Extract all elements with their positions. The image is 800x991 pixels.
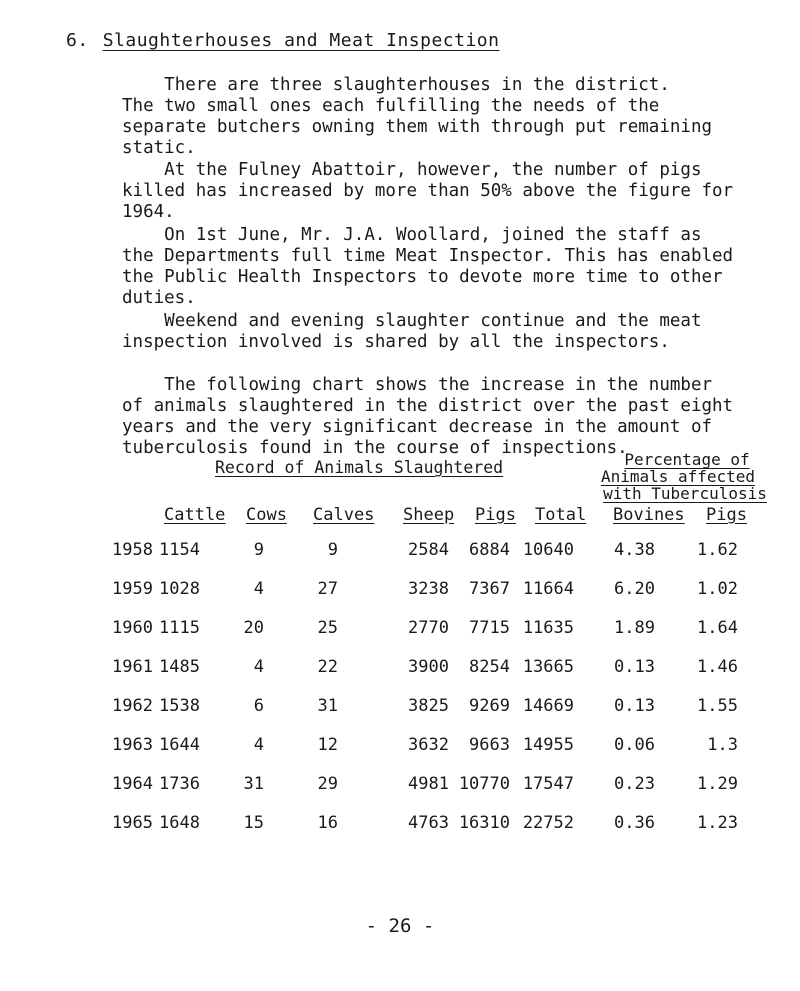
column-header-sheep: Sheep bbox=[403, 505, 455, 525]
cell-tb-pigs: 1.02 bbox=[697, 579, 738, 599]
paragraph-chart-intro: The following chart shows the increase in the number of animals slaughtered in the district over the past eight years and the very significant decrease in the amount of tuberculosis found in the course of inspections. bbox=[122, 375, 734, 458]
cell-calves: 9 bbox=[327, 540, 338, 560]
cell-tb-pigs: 1.64 bbox=[697, 618, 738, 638]
cell-bovines: 4.38 bbox=[614, 540, 655, 560]
cell-cows: 31 bbox=[243, 774, 264, 794]
cell-total: 17547 bbox=[522, 774, 574, 794]
cell-cows: 6 bbox=[253, 696, 264, 716]
group-header-percentage-line2: Animals affected bbox=[600, 467, 756, 486]
cell-cattle: 1028 bbox=[159, 579, 200, 599]
column-header-total: Total bbox=[535, 505, 587, 525]
cell-sheep: 2770 bbox=[408, 618, 449, 638]
paragraph-slaughterhouses: There are three slaughterhouses in the district. The two small ones each fulfilling the needs of the separate butchers owning them with through put remaining static. bbox=[122, 75, 713, 158]
section-heading bbox=[66, 30, 499, 51]
cell-cattle: 1485 bbox=[159, 657, 200, 677]
column-header-bovines: Bovines bbox=[613, 505, 685, 525]
cell-total: 22752 bbox=[522, 813, 574, 833]
paragraph-weekend-slaughter: Weekend and evening slaughter continue and the meat inspection involved is shared by all the inspectors. bbox=[122, 311, 702, 352]
cell-pigs: 7367 bbox=[469, 579, 510, 599]
cell-total: 11664 bbox=[522, 579, 574, 599]
cell-sheep: 3632 bbox=[408, 735, 449, 755]
cell-calves: 29 bbox=[317, 774, 338, 794]
cell-tb-pigs: 1.46 bbox=[697, 657, 738, 677]
cell-cows: 9 bbox=[253, 540, 264, 560]
cell-total: 10640 bbox=[522, 540, 574, 560]
row-year: 1964 bbox=[112, 774, 153, 794]
cell-bovines: 0.13 bbox=[614, 657, 655, 677]
cell-calves: 16 bbox=[317, 813, 338, 833]
row-year: 1961 bbox=[112, 657, 153, 677]
cell-bovines: 0.36 bbox=[614, 813, 655, 833]
cell-cattle: 1648 bbox=[159, 813, 200, 833]
row-year: 1958 bbox=[112, 540, 153, 560]
row-year: 1963 bbox=[112, 735, 153, 755]
cell-sheep: 2584 bbox=[408, 540, 449, 560]
cell-pigs: 16310 bbox=[458, 813, 510, 833]
cell-cattle: 1538 bbox=[159, 696, 200, 716]
paragraph-meat-inspector: On 1st June, Mr. J.A. Woollard, joined the staff as the Departments full time Meat Inspector. This has enabled the Public Health Inspectors to devote more time to other duties. bbox=[122, 225, 734, 308]
column-header-pigs: Pigs bbox=[475, 505, 516, 525]
cell-calves: 31 bbox=[317, 696, 338, 716]
cell-calves: 25 bbox=[317, 618, 338, 638]
paragraph-fulney-abattoir: At the Fulney Abattoir, however, the number of pigs killed has increased by more than 50% above the figure for 1964. bbox=[122, 160, 734, 222]
column-header-tb-pigs: Pigs bbox=[706, 505, 747, 525]
row-year: 1959 bbox=[112, 579, 153, 599]
cell-bovines: 0.13 bbox=[614, 696, 655, 716]
cell-bovines: 0.06 bbox=[614, 735, 655, 755]
cell-pigs: 9663 bbox=[469, 735, 510, 755]
group-header-percentage-line1: Percentage of bbox=[624, 450, 750, 469]
cell-pigs: 6884 bbox=[469, 540, 510, 560]
cell-calves: 12 bbox=[317, 735, 338, 755]
cell-sheep: 4763 bbox=[408, 813, 449, 833]
cell-tb-pigs: 1.29 bbox=[697, 774, 738, 794]
cell-cattle: 1736 bbox=[159, 774, 200, 794]
cell-cows: 4 bbox=[253, 735, 264, 755]
cell-cows: 4 bbox=[253, 579, 264, 599]
cell-pigs: 9269 bbox=[469, 696, 510, 716]
cell-sheep: 3900 bbox=[408, 657, 449, 677]
cell-tb-pigs: 1.55 bbox=[697, 696, 738, 716]
cell-cows: 20 bbox=[243, 618, 264, 638]
cell-calves: 22 bbox=[317, 657, 338, 677]
cell-total: 14955 bbox=[522, 735, 574, 755]
row-year: 1962 bbox=[112, 696, 153, 716]
cell-cattle: 1115 bbox=[159, 618, 200, 638]
cell-pigs: 8254 bbox=[469, 657, 510, 677]
cell-tb-pigs: 1.23 bbox=[697, 813, 738, 833]
cell-cows: 15 bbox=[243, 813, 264, 833]
group-header-percentage-line3: with Tuberculosis bbox=[603, 484, 767, 503]
cell-bovines: 0.23 bbox=[614, 774, 655, 794]
cell-bovines: 1.89 bbox=[614, 618, 655, 638]
cell-cattle: 1154 bbox=[159, 540, 200, 560]
cell-tb-pigs: 1.62 bbox=[697, 540, 738, 560]
cell-sheep: 3238 bbox=[408, 579, 449, 599]
cell-cattle: 1644 bbox=[159, 735, 200, 755]
cell-sheep: 4981 bbox=[408, 774, 449, 794]
cell-total: 13665 bbox=[522, 657, 574, 677]
cell-total: 14669 bbox=[522, 696, 574, 716]
cell-pigs: 10770 bbox=[458, 774, 510, 794]
cell-cows: 4 bbox=[253, 657, 264, 677]
column-header-calves: Calves bbox=[313, 505, 375, 525]
cell-calves: 27 bbox=[317, 579, 338, 599]
row-year: 1965 bbox=[112, 813, 153, 833]
page-number: - 26 - bbox=[365, 915, 435, 937]
cell-bovines: 6.20 bbox=[614, 579, 655, 599]
section-number: 6. bbox=[66, 30, 89, 51]
column-header-cattle: Cattle bbox=[164, 505, 226, 525]
cell-pigs: 7715 bbox=[469, 618, 510, 638]
row-year: 1960 bbox=[112, 618, 153, 638]
cell-total: 11635 bbox=[522, 618, 574, 638]
column-header-cows: Cows bbox=[246, 505, 287, 525]
cell-tb-pigs: 1.3 bbox=[707, 735, 738, 755]
group-header-record: Record of Animals Slaughtered bbox=[215, 458, 504, 477]
section-title: Slaughterhouses and Meat Inspection bbox=[102, 30, 500, 51]
cell-sheep: 3825 bbox=[408, 696, 449, 716]
